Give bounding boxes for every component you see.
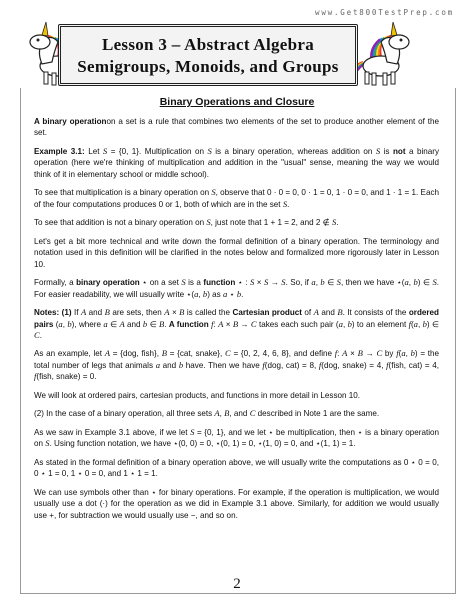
site-url: www.Get800TestPrep.com xyxy=(315,8,454,17)
para-addition: To see that addition is not a binary operation on S, just note that 1 + 1 = 2, and 2 ∉ S. xyxy=(34,217,339,228)
para-computations: As stated in the formal definition of a binary operation above, we will usually write the computations as 0 ⋆ 0 = 0, 0 ⋆ 1 = 0, 1 ⋆ 0 = 0, and 1 ⋆ 1 = 1. xyxy=(34,458,439,479)
para-formal-definition: Formally, a binary operation ⋆ on a set S is a function ⋆ : S × S → S. So, if a, b ∈ S, then we have ⋆(a, b) ∈ S. For easier readability, we will usually write ⋆(a, b) as a ⋆ b. xyxy=(34,277,439,299)
para-formal-intro: Let's get a bit more technical and write down the formal definition of a binary operation. The terminology and notation used in this definition will be clarified in the notes below and formalized more rigorously later in Lesson 10. xyxy=(34,236,439,269)
lesson-subtitle: Semigroups, Monoids, and Groups xyxy=(77,57,339,76)
para-notes-2: (2) In the case of a binary operation, all three sets A, B, and C described in Note 1 are the same. xyxy=(34,408,380,419)
para-definition: A binary operationon a set is a rule that combines two elements of the set to produce another element of the set. xyxy=(34,117,439,138)
page-number: 2 xyxy=(233,576,241,592)
lesson-content xyxy=(34,116,439,528)
para-lesson-10: We will look at ordered pairs, cartesian products, and functions in more detail in Lesson 10. xyxy=(34,390,361,400)
para-example-3-1: Example 3.1: Let S = {0, 1}. Multiplication on S is a binary operation, whereas addition on S is not a binary operation (here we're thinking of multiplication and addition in the "usual" sense, meaning the way we would think of it in elementary school or middle school). xyxy=(34,145,440,179)
section-title: Binary Operations and Closure xyxy=(159,96,315,108)
para-example-revisit: As we saw in Example 3.1 above, if we let S = {0, 1}, and we let ⋆ be multiplication, then ⋆ is a binary operation on S. Using function notation, we have ⋆(0, 0) = 0, ⋆(0, 1) = 0, ⋆(1, 0) = 0, and ⋆(1, 1) = 1. xyxy=(34,427,439,449)
para-symbols: We can use symbols other than ⋆ for binary operations. For example, if the operation is multiplication, we would usually use a dot (·) for the operation as we did in Example 3.1 above. Similarly, for addition we would usually use +, for subtraction we would usually use −, and so on. xyxy=(34,488,439,520)
para-example-sets: As an example, let A = {dog, fish}, B = {cat, snake}, C = {0, 2, 4, 6, 8}, and define f: A × B → C by f(a, b) = the total number of legs that animals a and b have. Then we have f(dog, cat) = 8, f(dog, snake) = 4, f(fish, cat) = 4, f(fish, snake) = 0. xyxy=(34,348,440,382)
para-notes-1: Notes: (1) If A and B are sets, then A × B is called the Cartesian product of A and B. It consists of the ordered pairs (a, b), where a ∈ A and b ∈ B. A function f: A × B → C takes each such pair (a, b) to an element f(a, b) ∈ C. xyxy=(34,307,439,340)
lesson-banner xyxy=(58,24,358,86)
unicorn-right-icon xyxy=(347,20,421,88)
lesson-title: Lesson 3 – Abstract Algebra xyxy=(101,35,315,54)
para-multiplication: To see that multiplication is a binary operation on S, observe that 0 · 0 = 0, 0 · 1 = 0, 1 · 0 = 0, and 1 · 1 = 1. Each of the four computations produces 0 or 1, both of which are in the set S. xyxy=(34,187,439,209)
